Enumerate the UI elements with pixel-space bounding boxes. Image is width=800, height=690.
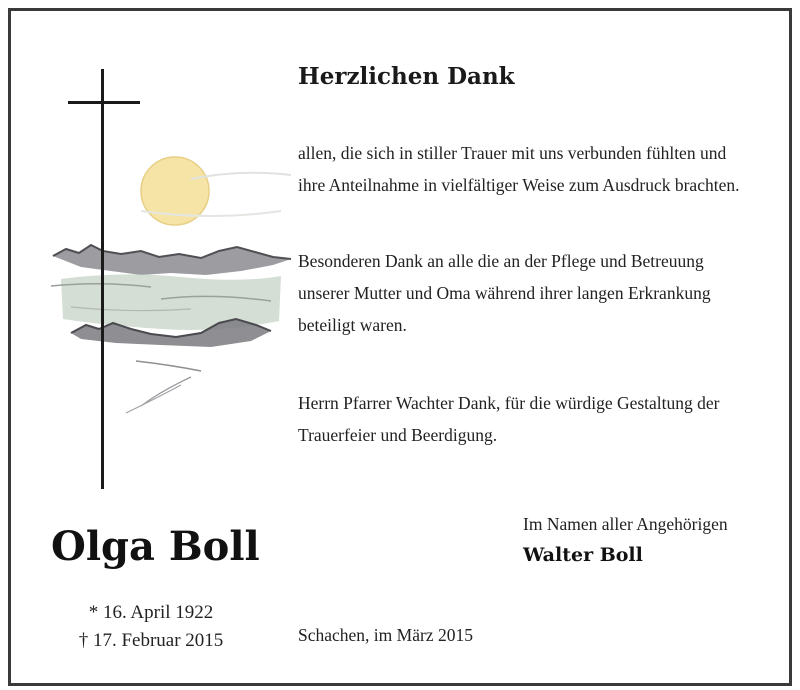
thanks-paragraph-2 — [298, 245, 788, 341]
text-line: Herrn Pfarrer Wachter Dank, für die würdige Gestaltung der — [298, 393, 720, 413]
death-date: † 17. Februar 2015 — [78, 630, 224, 651]
notice-card — [8, 8, 792, 686]
place-and-date: Schachen, im März 2015 — [298, 625, 473, 645]
thanks-paragraph-1 — [298, 137, 788, 201]
text-line: ihre Anteilnahme in vielfältiger Weise zum Ausdruck brachten. — [298, 175, 740, 195]
birth-date: * 16. April 1922 — [88, 602, 214, 623]
cross-landscape-illustration — [41, 61, 301, 491]
closing-phrase: Im Namen aller Angehörigen — [523, 514, 728, 534]
cross-icon — [101, 69, 104, 489]
thanks-paragraph-3 — [298, 387, 788, 451]
text-line: allen, die sich in stiller Trauer mit uns verbunden fühlten und — [298, 143, 727, 163]
signer-name: Walter Boll — [523, 544, 643, 566]
text-line: Besonderen Dank an alle die an der Pflege und Betreuung — [298, 251, 704, 271]
mountain-ridge-upper — [53, 245, 291, 275]
text-line: Trauerfeier und Beerdigung. — [298, 425, 498, 445]
life-dates — [66, 599, 236, 655]
deceased-name: Olga Boll — [51, 523, 260, 570]
notice-heading: Herzlichen Dank — [298, 63, 515, 90]
text-line: unserer Mutter und Oma während ihrer langen Erkrankung — [298, 283, 711, 303]
text-line: beteiligt waren. — [298, 315, 407, 335]
